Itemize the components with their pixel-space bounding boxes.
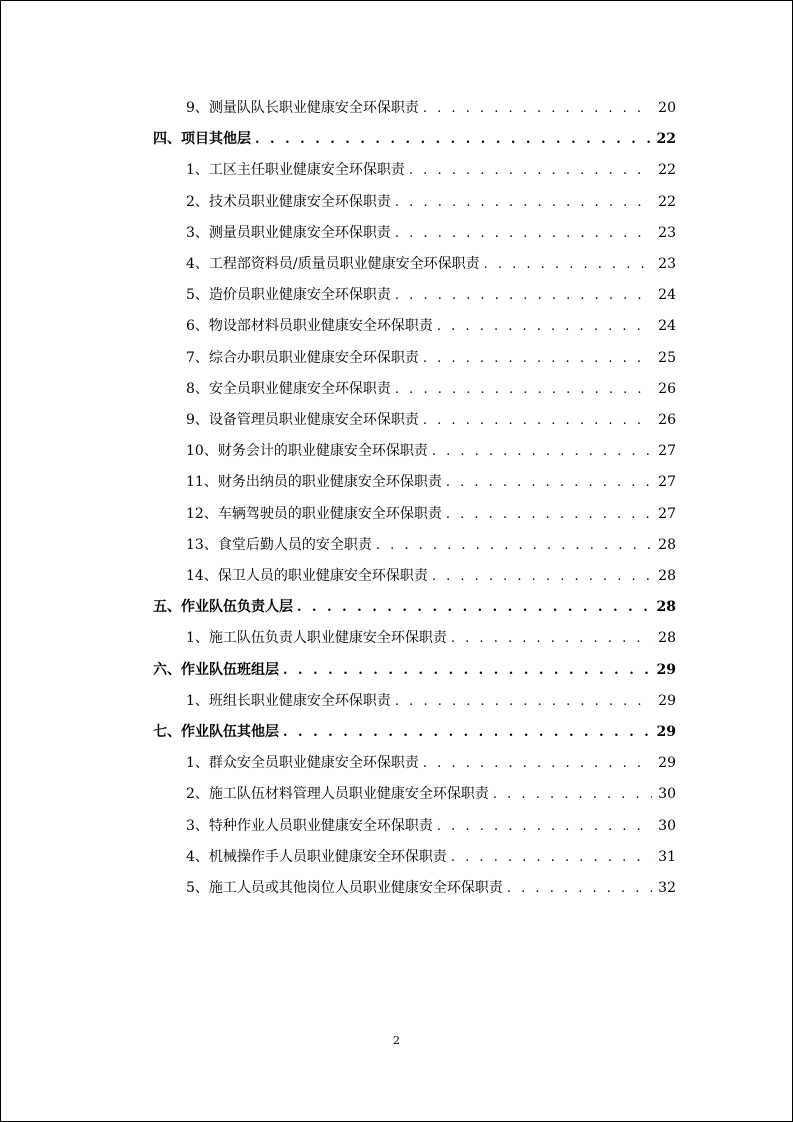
toc-dot-leader bbox=[395, 284, 652, 308]
toc-entry-title: 4、机械操作手人员职业健康安全环保职责 bbox=[186, 848, 447, 865]
toc-dot-leader bbox=[423, 347, 652, 371]
toc-entry-page: 29 bbox=[656, 724, 676, 740]
toc-dot-leader bbox=[395, 690, 652, 714]
toc-entry[interactable] bbox=[186, 876, 676, 900]
toc-entry[interactable] bbox=[186, 470, 676, 494]
toc-dot-leader bbox=[395, 191, 652, 215]
toc-entry-page: 25 bbox=[658, 349, 676, 366]
toc-dot-leader bbox=[437, 815, 652, 839]
toc-entry-page: 29 bbox=[656, 661, 676, 678]
toc-entry-page: 29 bbox=[658, 755, 676, 772]
toc-dot-leader bbox=[423, 409, 652, 433]
toc-dot-leader bbox=[437, 315, 652, 339]
page-number: 2 bbox=[393, 1034, 400, 1047]
toc-entry-page: 28 bbox=[658, 536, 676, 553]
toc-entry-title: 1、群众安全员职业健康安全环保职责 bbox=[186, 755, 419, 772]
toc-entry[interactable] bbox=[186, 252, 676, 276]
toc-entry-title: 1、班组长职业健康安全环保职责 bbox=[186, 692, 391, 709]
toc-entry-title: 8、安全员职业健康安全环保职责 bbox=[186, 380, 391, 397]
toc-entry-title: 1、施工队伍负责人职业健康安全环保职责 bbox=[186, 630, 447, 647]
toc-entry[interactable] bbox=[186, 96, 676, 120]
toc-entry-page: 20 bbox=[658, 100, 676, 116]
toc-section-entry[interactable] bbox=[153, 595, 676, 619]
toc-entry[interactable] bbox=[186, 408, 676, 432]
toc-entry[interactable] bbox=[186, 689, 676, 713]
toc-entry[interactable] bbox=[186, 751, 676, 775]
toc-dot-leader bbox=[451, 627, 652, 651]
toc-entry-title: 3、测量员职业健康安全环保职责 bbox=[186, 224, 391, 241]
toc-entry[interactable] bbox=[186, 221, 676, 245]
toc-entry-title: 5、造价员职业健康安全环保职责 bbox=[186, 287, 391, 304]
toc-entry-page: 30 bbox=[658, 786, 676, 803]
toc-entry-title: 11、财务出纳员的职业健康安全环保职责 bbox=[186, 474, 442, 491]
toc-dot-leader bbox=[446, 471, 652, 495]
toc-entry[interactable] bbox=[186, 533, 676, 557]
toc-entry-page: 32 bbox=[658, 880, 676, 896]
toc-entry-title: 9、测量队队长职业健康安全环保职责 bbox=[186, 100, 419, 116]
toc-entry[interactable] bbox=[186, 158, 676, 182]
toc-entry-title: 2、施工队伍材料管理人员职业健康安全环保职责 bbox=[186, 786, 489, 803]
toc-entry-title: 四、项目其他层 bbox=[153, 131, 251, 148]
toc-entry-page: 29 bbox=[658, 692, 676, 709]
toc-entry-title: 2、技术员职业健康安全环保职责 bbox=[186, 193, 391, 210]
toc-dot-leader bbox=[395, 222, 652, 246]
toc-dot-leader bbox=[432, 565, 652, 589]
toc-dot-leader bbox=[395, 378, 652, 402]
toc-entry-title: 5、施工人员或其他岗位人员职业健康安全环保职责 bbox=[186, 880, 503, 896]
toc-entry-title: 14、保卫人员的职业健康安全环保职责 bbox=[186, 568, 428, 584]
toc-entry-title: 12、车辆驾驶员的职业健康安全环保职责 bbox=[186, 505, 442, 522]
toc-entry-page: 22 bbox=[656, 131, 676, 148]
toc-entry-title: 13、食堂后勤人员的安全职责 bbox=[186, 536, 372, 553]
toc-entry-title: 七、作业队伍其他层 bbox=[153, 724, 279, 740]
toc-entry[interactable] bbox=[186, 782, 676, 806]
toc-entry[interactable] bbox=[186, 439, 676, 463]
toc-entry-page: 31 bbox=[658, 848, 676, 865]
toc-entry-page: 28 bbox=[656, 599, 676, 616]
toc-entry-title: 7、综合办职员职业健康安全环保职责 bbox=[186, 349, 419, 366]
toc-dot-leader bbox=[283, 659, 651, 683]
toc-entry[interactable] bbox=[186, 190, 676, 214]
toc-dot-leader bbox=[432, 440, 652, 464]
toc-dot-leader bbox=[297, 596, 651, 620]
toc-dot-leader bbox=[423, 752, 652, 776]
toc-entry-title: 6、物设部材料员职业健康安全环保职责 bbox=[186, 318, 433, 335]
toc-section-entry[interactable] bbox=[153, 720, 676, 744]
toc-entry[interactable] bbox=[186, 502, 676, 526]
toc-dot-leader bbox=[493, 783, 652, 807]
toc-dot-leader bbox=[376, 534, 652, 558]
toc-dot-leader bbox=[451, 846, 652, 870]
toc-dot-leader bbox=[409, 159, 652, 183]
toc-entry-page: 23 bbox=[658, 256, 676, 272]
toc-dot-leader bbox=[446, 503, 652, 527]
toc-entry[interactable] bbox=[186, 845, 676, 869]
toc-section-entry[interactable] bbox=[153, 658, 676, 682]
toc-entry-page: 28 bbox=[658, 568, 676, 584]
toc-entry-page: 26 bbox=[658, 412, 676, 428]
toc-entry-title: 五、作业队伍负责人层 bbox=[153, 599, 293, 616]
toc-entry[interactable] bbox=[186, 283, 676, 307]
toc-entry-page: 22 bbox=[658, 162, 676, 179]
toc-entry-title: 4、工程部资料员/质量员职业健康安全环保职责 bbox=[186, 256, 480, 272]
toc-entry-page: 28 bbox=[658, 630, 676, 647]
toc-entry-title: 六、作业队伍班组层 bbox=[153, 661, 279, 678]
toc-entry-page: 26 bbox=[658, 380, 676, 397]
toc-dot-leader bbox=[507, 877, 652, 901]
toc-entry[interactable] bbox=[186, 314, 676, 338]
toc-entry-page: 22 bbox=[658, 193, 676, 210]
toc-dot-leader bbox=[423, 97, 652, 121]
toc-dot-leader bbox=[255, 128, 651, 152]
toc-entry[interactable] bbox=[186, 377, 676, 401]
toc-entry-title: 10、财务会计的职业健康安全环保职责 bbox=[186, 443, 428, 460]
toc-section-entry[interactable] bbox=[153, 127, 676, 151]
toc-entry-page: 24 bbox=[658, 318, 676, 335]
toc-entry[interactable] bbox=[186, 564, 676, 588]
toc-entry-title: 1、工区主任职业健康安全环保职责 bbox=[186, 162, 405, 179]
toc-entry[interactable] bbox=[186, 814, 676, 838]
toc-entry-title: 9、设备管理员职业健康安全环保职责 bbox=[186, 412, 419, 428]
toc-entry-title: 3、特种作业人员职业健康安全环保职责 bbox=[186, 817, 433, 834]
toc-entry-page: 27 bbox=[658, 474, 676, 491]
toc-entry-page: 30 bbox=[658, 817, 676, 834]
toc-entry[interactable] bbox=[186, 346, 676, 370]
toc-dot-leader bbox=[283, 721, 651, 745]
toc-entry-page: 27 bbox=[658, 443, 676, 460]
toc-entry-page: 23 bbox=[658, 224, 676, 241]
toc-entry-page: 24 bbox=[658, 287, 676, 304]
toc-dot-leader bbox=[484, 253, 652, 277]
toc-entry[interactable] bbox=[186, 626, 676, 650]
toc-entry-page: 27 bbox=[658, 505, 676, 522]
